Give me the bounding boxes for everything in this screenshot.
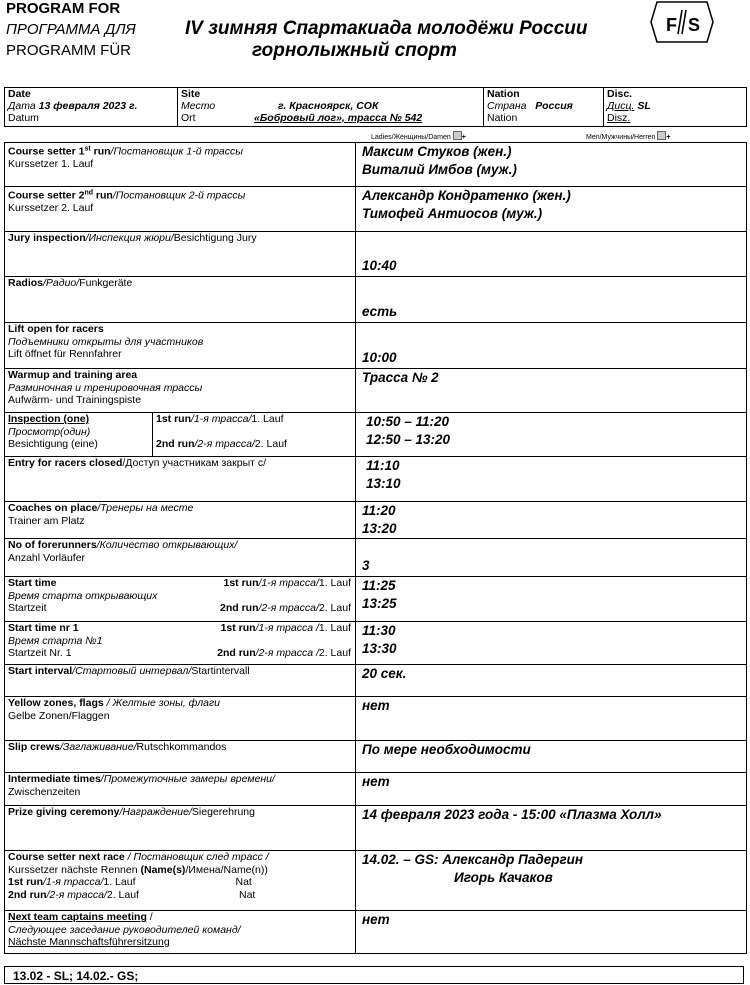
intermediate-times-label: Intermediate times/Промежуточные замеры времени/ Zwischenzeiten: [5, 773, 356, 806]
table-row: [5, 539, 747, 577]
program-table: [4, 142, 747, 954]
discipline-cell: Disc. Дисц. SL Disz.: [604, 88, 747, 127]
nation-value: Россия: [535, 100, 573, 112]
table-row: [5, 806, 747, 851]
yellow-zones-label: Yellow zones, flags / Желтые зоны, флаги Gelbe Zonen/Flaggen: [5, 697, 356, 741]
start-interval-label: Start interval/Стартовый интервал/Startintervall: [5, 665, 356, 697]
site-cell: Site Место г. Красноярск, СОК Ort «Бобровый лог», трасса № 542: [178, 88, 484, 127]
men-checkbox-label[interactable]: Men/Мужчины/Herren +: [586, 131, 671, 141]
schedule-footer: 13.02 - SL; 14.02.- GS;: [4, 966, 744, 984]
ladies-checkbox-label[interactable]: Ladies/Женщины/Damen +: [371, 131, 466, 141]
start-time-nr1-value: 11:30 13:30: [356, 622, 747, 665]
yellow-zones-value: нет: [356, 697, 747, 741]
site-city: г. Красноярск, СОК: [278, 100, 379, 112]
table-row: [5, 665, 747, 697]
table-row: [5, 323, 747, 369]
jury-inspection-label: Jury inspection/Инспекция жюри/Besichtigung Jury: [5, 232, 356, 277]
table-row: [5, 277, 747, 323]
table-row: [5, 187, 747, 232]
program-en: PROGRAM FOR: [6, 0, 121, 17]
table-row: [5, 457, 747, 502]
next-course-setter-value: 14.02. – GS: Александр Падергин Игорь Качаков: [356, 851, 747, 911]
inspection-label: Inspection (one) Просмотр(один) Besichtigung (eine): [5, 413, 153, 457]
inspection-value: 10:50 – 11:20 12:50 – 13:20: [356, 413, 747, 457]
course-setter-1-label: Course setter 1st run/Постановщик 1-й трассы Kurssetzer 1. Lauf: [5, 143, 356, 187]
table-row: [5, 502, 747, 539]
fis-logo-icon: [649, 0, 715, 44]
coaches-value: 11:20 13:20: [356, 502, 747, 539]
entry-closed-label: Entry for racers closed/Доступ участникам закрыт с/: [5, 457, 356, 502]
discipline-value: SL: [637, 100, 651, 112]
captains-meeting-label: Next team captains meeting / Следующее заседание руководителей команд/ Nächste Mannschaftsführersitzung: [5, 911, 356, 954]
next-course-setter-label: Course setter next race / Постановщик след трасс / Kurssetzer nächste Rennen (Name(s)/Имена/Name(n)) 1st run/1-я трасса/1. Lauf Nat 2nd run/2-я трасса/2. Lauf Nat: [5, 851, 356, 911]
intermediate-times-value: нет: [356, 773, 747, 806]
course-setter-2-value: Александр Кондратенко (жен.) Тимофей Антиосов (муж.): [356, 187, 747, 232]
table-row: [5, 851, 747, 911]
start-time-label: Start time 1st run/1-я трасса/1. Lauf Время старта открывающих Startzeit 2nd run/2-я трасса/2. Lauf: [5, 577, 356, 622]
warmup-area-label: Warmup and training area Разминочная и тренировочная трассы Aufwärm- und Trainingspiste: [5, 369, 356, 413]
forerunners-label: No of forerunners/Количество открывающих/ Anzahl Vorläufer: [5, 539, 356, 577]
forerunners-value: 3: [356, 539, 747, 577]
table-row: [5, 773, 747, 806]
svg-text:S: S: [688, 15, 701, 35]
date-value: 13 февраля 2023 г.: [38, 100, 138, 112]
ladies-checkbox-icon[interactable]: [453, 131, 462, 140]
event-info-table: [4, 87, 747, 127]
table-row: [5, 413, 747, 457]
inspection-runs: 1st run/1-я трасса/1. Lauf 2nd run/2-я трасса/2. Lauf: [153, 413, 356, 457]
prize-giving-label: Prize giving ceremony/Награждение/Siegerehrung: [5, 806, 356, 851]
table-row: [5, 143, 747, 187]
document-header: [6, 0, 744, 72]
date-cell: Date Дата 13 февраля 2023 г. Datum: [5, 88, 178, 127]
jury-inspection-value: 10:40: [356, 232, 747, 277]
table-row: [5, 911, 747, 954]
program-de: PROGRAMM FÜR: [6, 42, 131, 59]
captains-meeting-value: нет: [356, 911, 747, 954]
table-row: [5, 232, 747, 277]
nation-cell: Nation Страна Россия Nation: [484, 88, 604, 127]
table-row: [5, 622, 747, 665]
svg-text:F: F: [666, 15, 677, 35]
event-subtitle: горнолыжный спорт: [252, 40, 457, 61]
table-row: [5, 577, 747, 622]
course-setter-2-label: Course setter 2nd run/Постановщик 2-й трассы Kurssetzer 2. Lauf: [5, 187, 356, 232]
slip-crews-value: По мере необходимости: [356, 741, 747, 773]
coaches-label: Coaches on place/Тренеры на месте Trainer am Platz: [5, 502, 356, 539]
site-place: «Бобровый лог», трасса № 542: [254, 112, 423, 124]
radios-label: Radios/Радио/Funkgeräte: [5, 277, 356, 323]
entry-closed-value: 11:10 13:10: [356, 457, 747, 502]
lift-open-value: 10:00: [356, 323, 747, 369]
table-row: [5, 369, 747, 413]
slip-crews-label: Slip crews/Заглаживание/Rutschkommandos: [5, 741, 356, 773]
start-interval-value: 20 сек.: [356, 665, 747, 697]
event-title: IV зимняя Спартакиада молодёжи России: [185, 18, 588, 39]
start-time-value: 11:25 13:25: [356, 577, 747, 622]
table-row: [5, 697, 747, 741]
lift-open-label: Lift open for racers Подъемники открыты для участников Lift öffnet für Rennfahrer: [5, 323, 356, 369]
program-ru: ПРОГРАММА ДЛЯ: [6, 21, 136, 38]
warmup-area-value: Трасса № 2: [356, 369, 747, 413]
course-setter-1-value: Максим Стуков (жен.) Виталий Имбов (муж.): [356, 143, 747, 187]
prize-giving-value: 14 февраля 2023 года - 15:00 «Плазма Холл»: [356, 806, 747, 851]
table-row: [5, 741, 747, 773]
start-time-nr1-label: Start time nr 1 1st run/1-я трасса /1. Lauf Время старта №1 Startzeit Nr. 1 2nd run/2-я трасса /2. Lauf: [5, 622, 356, 665]
radios-value: есть: [356, 277, 747, 323]
